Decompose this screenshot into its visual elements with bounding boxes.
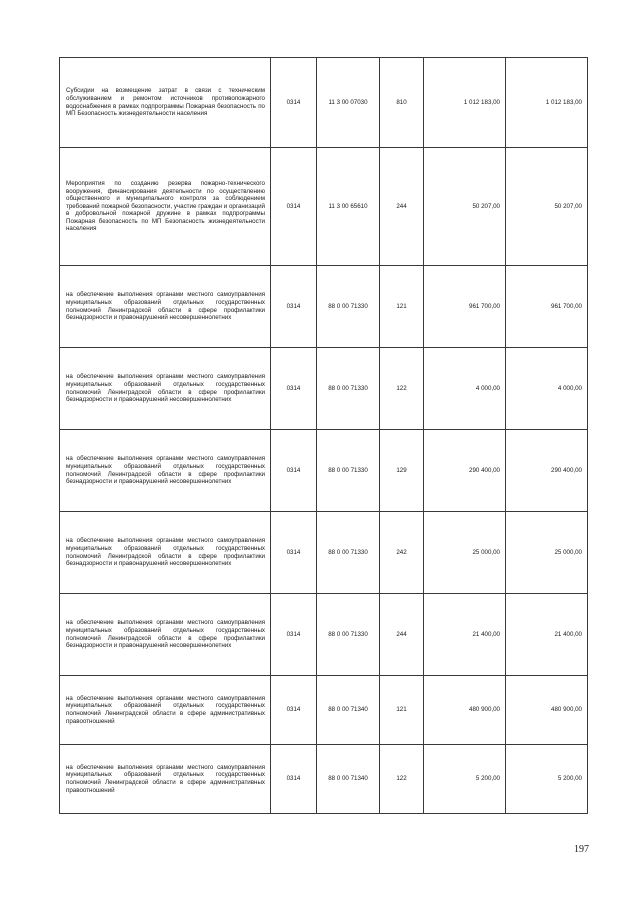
section-code: 0314 [271, 266, 317, 348]
expense-description: Мероприятия по созданию резерва пожарно-технического вооружения, финансирования деятельности по осуществлению общественного и муниципального контроля за соблюдением требований пожарной безопасности, участие граждан и организаций в добровольной пожарной дружине в рамках подпрограммы Пожарная безопасность по МП Безопасность жизнедеятельности населения [66, 179, 265, 233]
amount-1: 961 700,00 [424, 266, 506, 348]
section-code: 0314 [271, 676, 317, 745]
amount-1: 290 400,00 [424, 430, 506, 512]
expense-description: на обеспечение выполнения органами местного самоуправления муниципальных образований отдельных государственных полномочий Ленинградской области в сфере профилактики безнадзорности и правонарушений несовершеннолетних [66, 537, 265, 568]
amount-1: 21 400,00 [424, 594, 506, 676]
amount-1: 50 207,00 [424, 148, 506, 266]
expense-type-code: 122 [380, 745, 424, 814]
target-article-code: 88 0 00 71340 [317, 745, 380, 814]
expense-type-code: 121 [380, 266, 424, 348]
expense-description-cell [60, 594, 271, 676]
expense-description: на обеспечение выполнения органами местного самоуправления муниципальных образований отдельных государственных полномочий Ленинградской области в сфере профилактики безнадзорности и правонарушений несовершеннолетних [66, 619, 265, 650]
section-code: 0314 [271, 430, 317, 512]
expense-description: на обеспечение выполнения органами местного самоуправления муниципальных образований отдельных государственных полномочий Ленинградской области в сфере административных правоотношений [66, 763, 265, 794]
expense-description-cell [60, 58, 271, 148]
expense-description: на обеспечение выполнения органами местного самоуправления муниципальных образований отдельных государственных полномочий Ленинградской области в сфере профилактики безнадзорности и правонарушений несовершеннолетних [66, 455, 265, 486]
table-row [60, 266, 588, 348]
expense-description: Субсидии на возмещение затрат в связи с техническим обслуживанием и ремонтом источников противопожарного водоснабжения в рамках подпрограммы Пожарная безопасность по МП Безопасность жизнедеятельности населения [66, 87, 265, 118]
expense-description: на обеспечение выполнения органами местного самоуправления муниципальных образований отдельных государственных полномочий Ленинградской области в сфере профилактики безнадзорности и правонарушений несовершеннолетних [66, 373, 265, 404]
table-row [60, 512, 588, 594]
section-code: 0314 [271, 348, 317, 430]
table-row [60, 594, 588, 676]
target-article-code: 88 0 00 71330 [317, 512, 380, 594]
table-row [60, 58, 588, 148]
target-article-code: 88 0 00 71330 [317, 266, 380, 348]
target-article-code: 88 0 00 71340 [317, 676, 380, 745]
expense-description-cell [60, 745, 271, 814]
budget-table [59, 57, 588, 814]
amount-1: 480 900,00 [424, 676, 506, 745]
amount-2: 50 207,00 [506, 148, 588, 266]
expense-description-cell [60, 430, 271, 512]
amount-1: 25 000,00 [424, 512, 506, 594]
amount-2: 4 000,00 [506, 348, 588, 430]
target-article-code: 11 3 00 65610 [317, 148, 380, 266]
amount-2: 21 400,00 [506, 594, 588, 676]
table-row [60, 148, 588, 266]
amount-2: 480 900,00 [506, 676, 588, 745]
expense-type-code: 122 [380, 348, 424, 430]
amount-2: 1 012 183,00 [506, 58, 588, 148]
expense-type-code: 810 [380, 58, 424, 148]
expense-description-cell [60, 676, 271, 745]
expense-type-code: 244 [380, 594, 424, 676]
table-row [60, 348, 588, 430]
target-article-code: 11 3 00 07030 [317, 58, 380, 148]
target-article-code: 88 0 00 71330 [317, 594, 380, 676]
target-article-code: 88 0 00 71330 [317, 430, 380, 512]
expense-description-cell [60, 512, 271, 594]
expense-description: на обеспечение выполнения органами местного самоуправления муниципальных образований отдельных государственных полномочий Ленинградской области в сфере административных правоотношений [66, 694, 265, 725]
amount-1: 5 200,00 [424, 745, 506, 814]
section-code: 0314 [271, 58, 317, 148]
amount-2: 961 700,00 [506, 266, 588, 348]
expense-type-code: 121 [380, 676, 424, 745]
expense-description: на обеспечение выполнения органами местного самоуправления муниципальных образований отдельных государственных полномочий Ленинградской области в сфере профилактики безнадзорности и правонарушений несовершеннолетних [66, 291, 265, 322]
amount-1: 4 000,00 [424, 348, 506, 430]
target-article-code: 88 0 00 71330 [317, 348, 380, 430]
expense-description-cell [60, 148, 271, 266]
expense-description-cell [60, 348, 271, 430]
amount-1: 1 012 183,00 [424, 58, 506, 148]
section-code: 0314 [271, 594, 317, 676]
table-row [60, 430, 588, 512]
section-code: 0314 [271, 745, 317, 814]
amount-2: 25 000,00 [506, 512, 588, 594]
expense-description-cell [60, 266, 271, 348]
expense-type-code: 244 [380, 148, 424, 266]
section-code: 0314 [271, 148, 317, 266]
table-row [60, 676, 588, 745]
amount-2: 5 200,00 [506, 745, 588, 814]
expense-type-code: 242 [380, 512, 424, 594]
page-number: 197 [574, 844, 589, 855]
amount-2: 290 400,00 [506, 430, 588, 512]
table-row [60, 745, 588, 814]
expense-type-code: 129 [380, 430, 424, 512]
section-code: 0314 [271, 512, 317, 594]
